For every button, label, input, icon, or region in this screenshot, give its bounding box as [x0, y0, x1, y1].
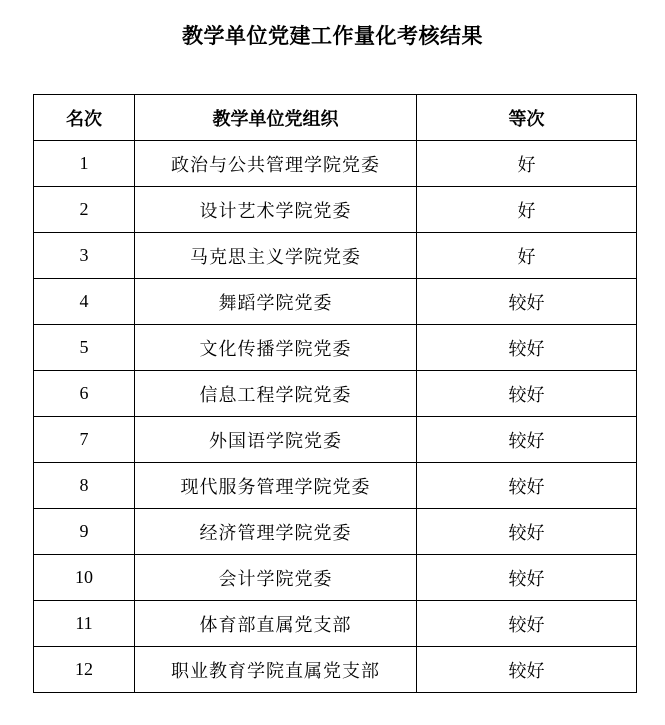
grade-cell: 较好 [417, 417, 637, 463]
table-row [34, 187, 637, 233]
table-header-row [34, 95, 637, 141]
table-row [34, 463, 637, 509]
grade-cell: 较好 [417, 509, 637, 555]
rank-cell: 7 [34, 417, 135, 463]
organization-cell: 现代服务管理学院党委 [135, 463, 417, 509]
organization-cell: 文化传播学院党委 [135, 325, 417, 371]
header-grade: 等次 [417, 95, 637, 141]
rank-cell: 6 [34, 371, 135, 417]
table-row [34, 371, 637, 417]
rank-cell: 1 [34, 141, 135, 187]
rank-cell: 3 [34, 233, 135, 279]
organization-cell: 政治与公共管理学院党委 [135, 141, 417, 187]
header-rank: 名次 [34, 95, 135, 141]
table-row [34, 647, 637, 693]
table-body [34, 141, 637, 693]
organization-cell: 马克思主义学院党委 [135, 233, 417, 279]
rank-cell: 11 [34, 601, 135, 647]
header-organization: 教学单位党组织 [135, 95, 417, 141]
organization-cell: 职业教育学院直属党支部 [135, 647, 417, 693]
grade-cell: 好 [417, 187, 637, 233]
organization-cell: 设计艺术学院党委 [135, 187, 417, 233]
rank-cell: 4 [34, 279, 135, 325]
table-row [34, 325, 637, 371]
grade-cell: 好 [417, 233, 637, 279]
table-row [34, 279, 637, 325]
grade-cell: 较好 [417, 371, 637, 417]
organization-cell: 舞蹈学院党委 [135, 279, 417, 325]
table-row [34, 417, 637, 463]
grade-cell: 较好 [417, 463, 637, 509]
grade-cell: 较好 [417, 647, 637, 693]
rank-cell: 9 [34, 509, 135, 555]
rank-cell: 12 [34, 647, 135, 693]
table-row [34, 233, 637, 279]
organization-cell: 信息工程学院党委 [135, 371, 417, 417]
table-row [34, 509, 637, 555]
grade-cell: 较好 [417, 601, 637, 647]
grade-cell: 较好 [417, 279, 637, 325]
rank-cell: 10 [34, 555, 135, 601]
document-title: 教学单位党建工作量化考核结果 [182, 24, 483, 48]
grade-cell: 较好 [417, 555, 637, 601]
rank-cell: 2 [34, 187, 135, 233]
table-row [34, 141, 637, 187]
table-row [34, 555, 637, 601]
organization-cell: 外国语学院党委 [135, 417, 417, 463]
grade-cell: 较好 [417, 325, 637, 371]
organization-cell: 经济管理学院党委 [135, 509, 417, 555]
assessment-result-table [33, 94, 637, 693]
organization-cell: 体育部直属党支部 [135, 601, 417, 647]
organization-cell: 会计学院党委 [135, 555, 417, 601]
grade-cell: 好 [417, 141, 637, 187]
table-row [34, 601, 637, 647]
rank-cell: 8 [34, 463, 135, 509]
rank-cell: 5 [34, 325, 135, 371]
